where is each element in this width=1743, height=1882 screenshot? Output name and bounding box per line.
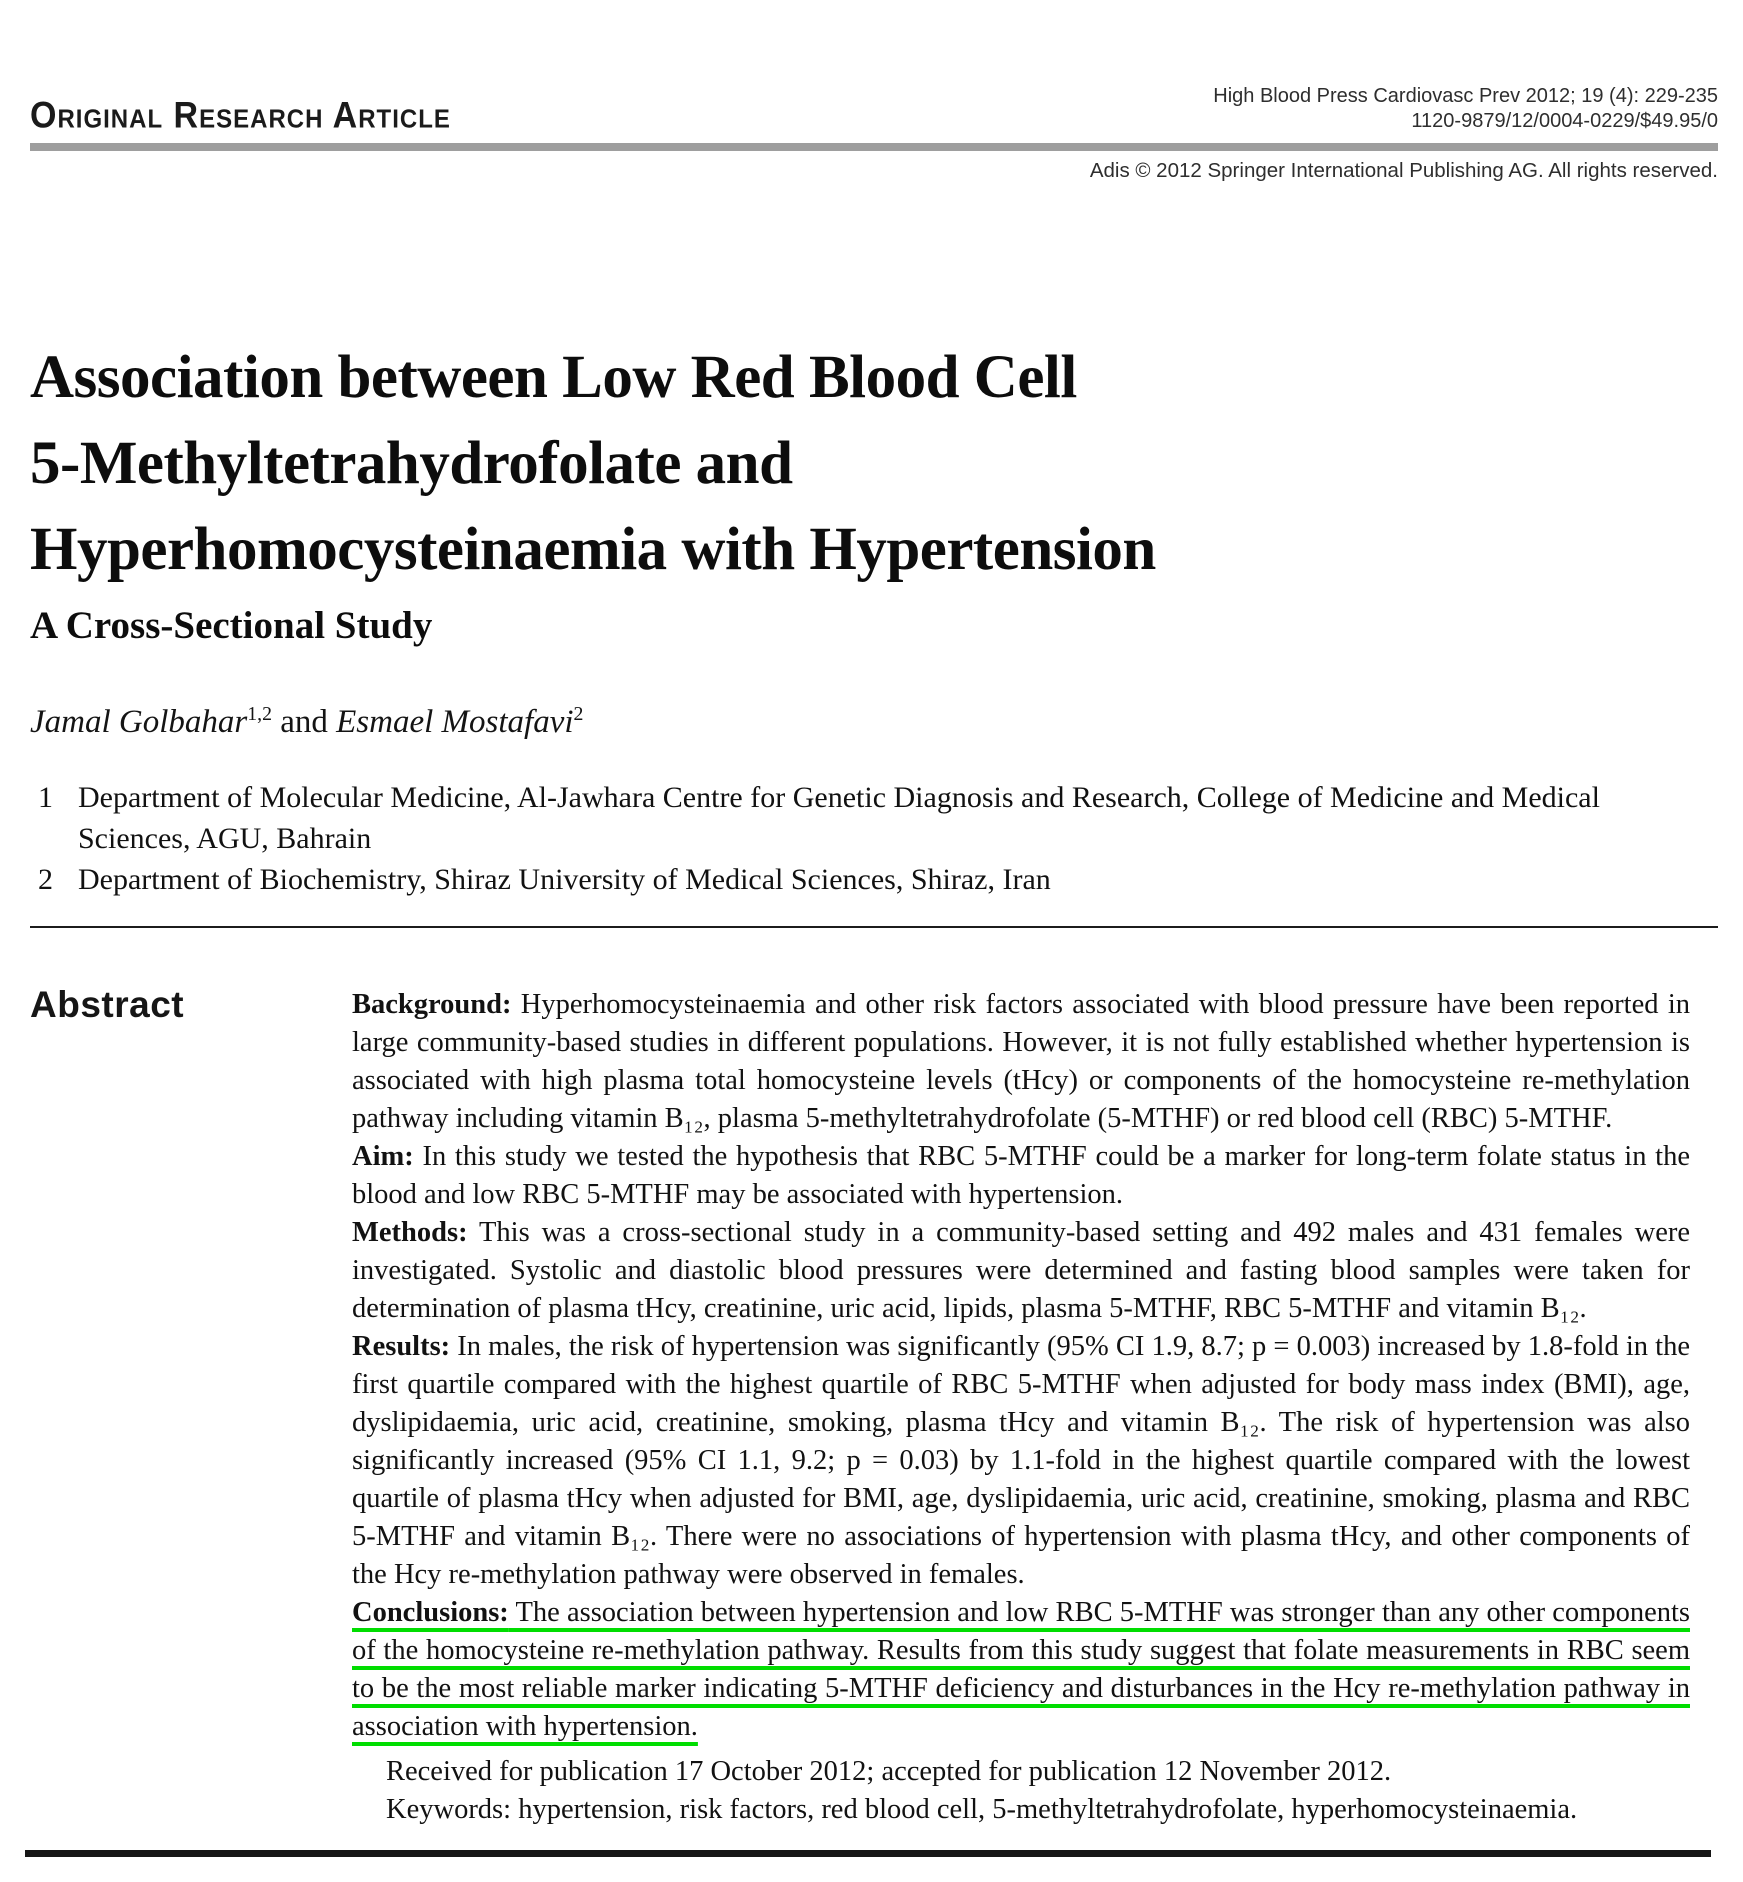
abstract-label: Abstract xyxy=(30,984,185,1025)
masthead-row xyxy=(30,84,1718,137)
abstract-paragraph-conclusions xyxy=(352,1594,1690,1746)
author-superscript-1: 1,2 xyxy=(247,703,272,725)
journal-reference xyxy=(1213,84,1718,134)
page-bottom-rule xyxy=(25,1850,1711,1857)
abstract-paragraph-methods xyxy=(352,1214,1690,1328)
author-name-2: Esmael Mostafavi xyxy=(336,704,574,740)
paragraph-heading: Conclusions: xyxy=(352,1597,509,1628)
paragraph-text: This was a cross-sectional study in a community-based setting and 492 males and 431 females were investigated. Systolic and diastolic blood pressures were determined and fasting blood samples were taken for determination of plasma tHcy, creatinine, uric acid, lipids, plasma 5-MTHF, RBC 5-MTHF and vitamin B₁₂. xyxy=(352,1217,1690,1324)
article-title xyxy=(30,335,1718,593)
authors-connector: and xyxy=(280,704,328,740)
authors-line xyxy=(30,704,1718,741)
paragraph-heading: Methods: xyxy=(352,1217,468,1248)
received-line: Received for publication 17 October 2012; accepted for publication 12 November 2012. xyxy=(386,1756,1392,1787)
affiliation-number: 2 xyxy=(38,863,53,896)
abstract-paragraph-results xyxy=(352,1328,1690,1594)
title-line-3: Hyperhomocysteinaemia with Hypertension xyxy=(30,516,1156,583)
abstract-paragraph-aim xyxy=(352,1138,1690,1214)
abstract-section xyxy=(30,984,1718,1829)
affiliation-item xyxy=(30,777,1718,859)
affiliations-list xyxy=(30,777,1718,900)
paragraph-heading: Results: xyxy=(352,1331,451,1362)
paragraph-text: In this study we tested the hypothesis that RBC 5-MTHF could be a marker for long-term folate status in the blood and low RBC 5-MTHF may be associated with hypertension. xyxy=(352,1141,1690,1210)
abstract-body xyxy=(352,986,1690,1829)
paragraph-text: The association between hypertension and low RBC 5-MTHF was stronger than any other components of the homocysteine re-methylation pathway. Results from this study suggest that folate measurements in RBC seem to be the most reliable marker indicating 5-MTHF deficiency and disturbances in the Hcy re-methylation pathway in association with hypertension. xyxy=(352,1597,1690,1742)
article-type-label: Original Research Article xyxy=(30,95,451,137)
title-line-2: 5-Methyltetrahydrofolate and xyxy=(30,430,793,497)
affiliation-item xyxy=(30,859,1718,900)
section-divider-rule xyxy=(30,926,1718,928)
affiliation-text: Department of Biochemistry, Shiraz University of Medical Sciences, Shiraz, Iran xyxy=(78,863,1051,896)
title-block xyxy=(30,335,1718,648)
keywords-line: Keywords: hypertension, risk factors, red blood cell, 5-methyltetrahydrofolate, hyperhomocysteinaemia. xyxy=(386,1794,1578,1825)
title-line-1: Association between Low Red Blood Cell xyxy=(30,344,1077,411)
abstract-paragraph-background xyxy=(352,986,1690,1138)
paragraph-text: In males, the risk of hypertension was significantly (95% CI 1.9, 8.7; p = 0.003) increased by 1.8-fold in the first quartile compared with the highest quartile of RBC 5-MTHF when adjusted for body mass index (BMI), age, dyslipidaemia, uric acid, creatinine, smoking, plasma tHcy and vitamin B₁₂. The risk of hypertension was also significantly increased (95% CI 1.1, 9.2; p = 0.03) by 1.1-fold in the highest quartile compared with the lowest quartile of plasma tHcy when adjusted for BMI, age, dyslipidaemia, uric acid, creatinine, smoking, plasma and RBC 5-MTHF and vitamin B₁₂. There were no associations of hypertension with plasma tHcy, and other components of the Hcy re-methylation pathway were observed in females. xyxy=(352,1331,1690,1590)
article-subtitle: A Cross-Sectional Study xyxy=(30,604,433,647)
copyright-line: Adis © 2012 Springer International Publishing AG. All rights reserved. xyxy=(1089,159,1718,182)
author-name-1: Jamal Golbahar xyxy=(30,704,248,740)
affiliation-text: Department of Molecular Medicine, Al-Jawhara Centre for Genetic Diagnosis and Research, College of Medicine and Medical Sciences, AGU, Bahrain xyxy=(78,781,1600,855)
paragraph-heading: Background: xyxy=(352,989,512,1020)
affiliation-number: 1 xyxy=(38,781,53,814)
author-superscript-2: 2 xyxy=(573,703,584,725)
header-divider-bar xyxy=(30,143,1718,151)
masthead xyxy=(30,0,1718,183)
journal-citation: High Blood Press Cardiovasc Prev 2012; 19 (4): 229-235 xyxy=(1213,85,1718,107)
paragraph-heading: Aim: xyxy=(352,1141,414,1172)
issn-price-line: 1120-9879/12/0004-0229/$49.95/0 xyxy=(1411,110,1718,132)
paragraph-text: Hyperhomocysteinaemia and other risk factors associated with blood pressure have been reported in large community-based studies in different populations. However, it is not fully established whether hypertension is associated with high plasma total homocysteine levels (tHcy) or components of the homocysteine re-methylation pathway including vitamin B₁₂, plasma 5-methyltetrahydrofolate (5-MTHF) or red blood cell (RBC) 5-MTHF. xyxy=(352,989,1690,1134)
